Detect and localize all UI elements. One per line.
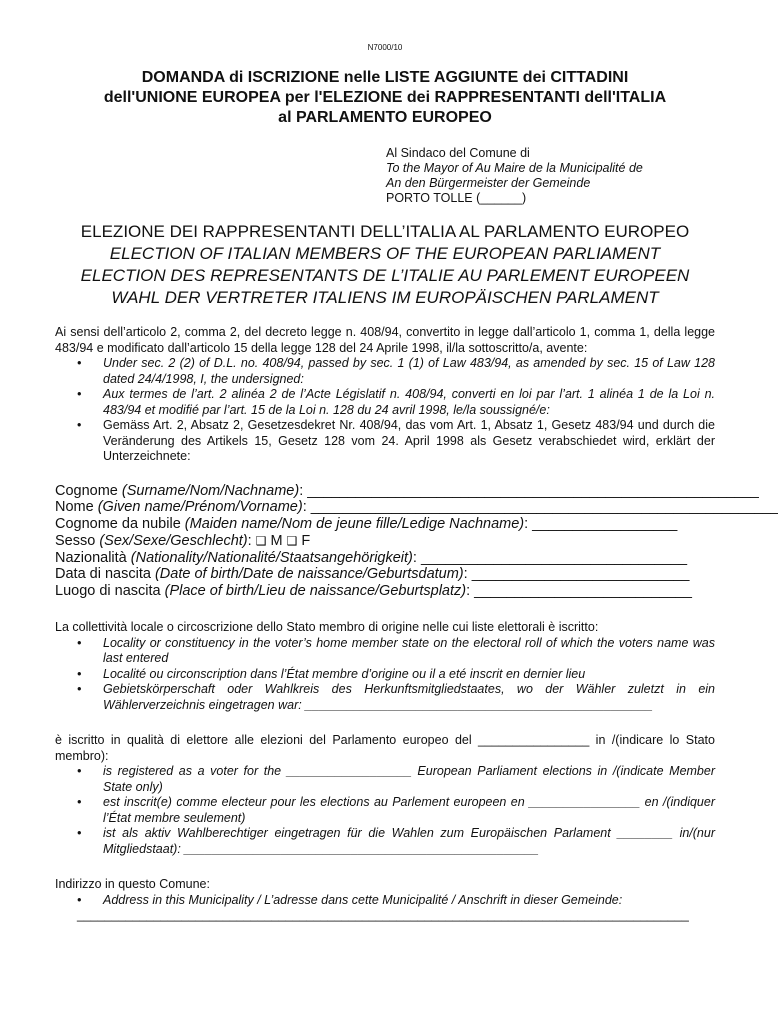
sex-trans: (Sex/Sexe/Geschlecht)	[99, 532, 248, 549]
birth-place-line[interactable]: : ___________________________	[466, 583, 692, 600]
nationality-label: Nazionalità	[55, 549, 127, 566]
election-heading	[55, 221, 715, 309]
maiden-label: Cognome da nubile	[55, 516, 181, 533]
constituency-en: • Locality or constituency in the voter’s home member state on the electoral roll of which the voters name was last entered	[55, 636, 715, 667]
registered-list	[55, 764, 715, 857]
birth-date-field[interactable]	[55, 566, 715, 583]
legal-intro-en: • Under sec. 2 (2) of D.L. no. 408/94, passed by sec. 1 (1) of Law 483/94, as amended by sec. 15 of Law 128 dated 24/4/1998, I, the undersigned:	[55, 356, 715, 387]
sex-m-checkbox-icon[interactable]: ❑	[255, 533, 267, 548]
constituency-it: La collettività locale o circoscrizione dello Stato membro di origine nelle cui liste elettorali è iscritto:	[55, 620, 599, 635]
addressee-it: Al Sindaco del Comune di	[386, 146, 530, 160]
maiden-trans: (Maiden name/Nom de jeune fille/Ledige Nachname)	[184, 516, 525, 533]
sex-label: Sesso	[55, 532, 96, 549]
surname-label: Cognome	[55, 482, 118, 499]
legal-intro-fr: • Aux termes de l’art. 2 alinéa 2 de l’Acte Législatif n. 408/94, converti en loi par l’art. 1 alinéa 1 de la Loi n. 483/94 et modifié par l’art. 15 de la Loi n. 128 du 24 avril 1998, le/la soussigné/e:	[55, 387, 715, 418]
maiden-name-field[interactable]	[55, 516, 715, 533]
name-line[interactable]: : __________________________________________________________	[302, 499, 778, 516]
name-trans: (Given name/Prénom/Vorname)	[97, 499, 303, 516]
nationality-field[interactable]	[55, 550, 715, 567]
addressee-en-fr: To the Mayor of Au Maire de la Municipalité de	[386, 161, 643, 175]
addressee-de: An den Bürgermeister der Gemeinde	[386, 176, 591, 190]
birth-place-field[interactable]	[55, 583, 715, 600]
surname-line[interactable]: : ________________________________________________________	[299, 482, 759, 499]
constituency-fr: • Localité ou circonscription dans l’État membre d’origine ou il a eté inscrit en dernier lieu	[55, 667, 715, 683]
title-line-2: dell'UNIONE EUROPEA per l'ELEZIONE dei RAPPRESENTANTI dell'ITALIA	[103, 89, 667, 106]
nationality-trans: (Nationality/Nationalité/Staatsangehörigkeit)	[130, 549, 413, 566]
registered-fr[interactable]: • est inscrit(e) comme electeur pour les elections au Parlement europeen en ________________ en /(indiquer l’État membre seulement)	[55, 795, 715, 826]
address-list	[55, 893, 715, 909]
name-label: Nome	[55, 499, 94, 516]
form-code: N7000/10	[367, 43, 403, 52]
form-title	[55, 68, 715, 128]
birth-date-line[interactable]: : ___________________________	[463, 566, 690, 583]
election-de: WAHL DER VERTRETER ITALIENS IM EUROPÄISCHEN PARLAMENT	[111, 288, 659, 307]
sex-colon: :	[247, 532, 256, 549]
registered-it[interactable]: è iscritto in qualità di elettore alle elezioni del Parlamento europeo del ________________ in /(indicare lo Stato membro):	[55, 733, 715, 763]
sex-f-label: F	[297, 532, 311, 549]
constituency-list	[55, 636, 715, 714]
personal-fields	[55, 482, 778, 601]
name-field[interactable]	[55, 499, 778, 516]
legal-intro-it: Ai sensi dell’articolo 2, comma 2, del decreto legge n. 408/94, convertito in legge dall’articolo 1, comma 1, della legge 483/94 e modificato dall’articolo 15 della legge 128 del 24 Aprile 1998, il/la sottoscritto/a, avente:	[55, 325, 715, 355]
birth-date-trans: (Date of birth/Date de naissance/Geburtsdatum)	[154, 566, 464, 583]
birth-date-label: Data di nascita	[55, 566, 151, 583]
address-multilingual: • Address in this Municipality / L’adresse dans cette Municipalité / Anschrift in dieser Gemeinde:	[55, 893, 715, 909]
legal-intro-list	[55, 356, 715, 465]
sex-m-label: M	[266, 532, 287, 549]
birth-place-label: Luogo di nascita	[55, 583, 161, 600]
sex-f-checkbox-icon[interactable]: ❑	[286, 533, 298, 548]
registered-de[interactable]: • ist als aktiv Wahlberechtiger eingetragen für die Wahlen zum Europäischen Parlament ________ in/(nur Mitgliedstaat): ___________________________________________________	[55, 826, 715, 857]
addressee-block	[386, 146, 715, 206]
title-line-1: DOMANDA di ISCRIZIONE nelle LISTE AGGIUNTE dei CITTADINI	[141, 69, 629, 86]
sex-field	[55, 533, 715, 550]
registered-en[interactable]: • is registered as a voter for the __________________ European Parliament elections in /(indicate Member State only)	[55, 764, 715, 795]
constituency-de[interactable]: • Gebietskörperschaft oder Wahlkreis des Herkunftsmitgliedstaates, wo der Wähler zuletzt in ein Wählerverzeichnis eingetragen war: __________________________________________________	[55, 682, 715, 713]
election-it: ELEZIONE DEI RAPPRESENTANTI DELL’ITALIA AL PARLAMENTO EUROPEO	[80, 222, 690, 241]
addressee-town: PORTO TOLLE (______)	[386, 191, 527, 205]
legal-intro-de: • Gemäss Art. 2, Absatz 2, Gesetzesdekret Nr. 408/94, das vom Art. 1, Absatz 1, Gesetz 483/94 und durch die Veränderung des Artikels 15, Gesetz 128 vom 24. April 1998 als Gesetz verabschiedet wird, erklärt der Unterzeichnete:	[55, 418, 715, 465]
address-line[interactable]: ________________________________________________________________________________________	[77, 908, 689, 923]
surname-field[interactable]	[55, 482, 759, 500]
maiden-line[interactable]: : __________________	[524, 516, 678, 533]
address-it: Indirizzo in questo Comune:	[55, 877, 210, 892]
election-fr: ELECTION DES REPRESENTANTS DE L’ITALIE AU PARLEMENT EUROPEEN	[80, 266, 690, 285]
surname-trans: (Surname/Nom/Nachname)	[121, 482, 300, 499]
birth-place-trans: (Place of birth/Lieu de naissance/Geburtsplatz)	[164, 583, 467, 600]
title-line-3: al PARLAMENTO EUROPEO	[278, 109, 492, 126]
election-en: ELECTION OF ITALIAN MEMBERS OF THE EUROPEAN PARLIAMENT	[109, 244, 661, 263]
nationality-line[interactable]: : _________________________________	[412, 549, 688, 566]
